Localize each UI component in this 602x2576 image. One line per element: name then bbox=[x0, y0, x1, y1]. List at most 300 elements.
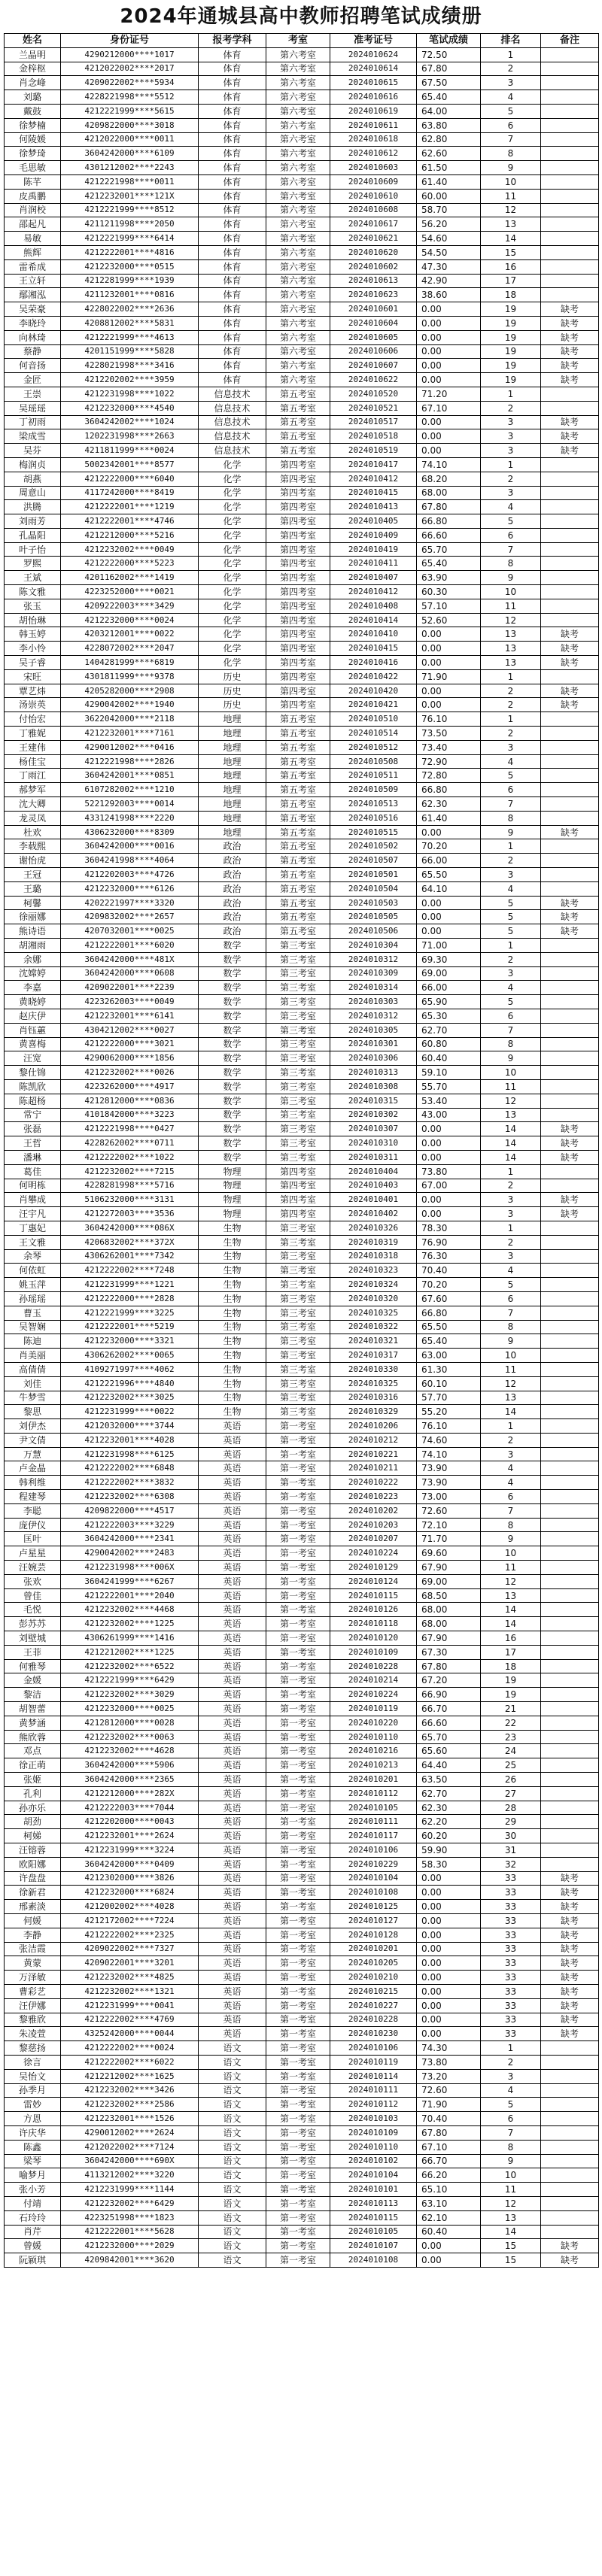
cell-exam-room: 第五考室 bbox=[266, 783, 330, 797]
table-row bbox=[5, 669, 599, 684]
cell-name: 牛梦雪 bbox=[5, 1391, 61, 1405]
cell-written-score: 71.00 bbox=[417, 939, 481, 953]
cell-subject: 化学 bbox=[199, 627, 266, 642]
cell-written-score: 67.80 bbox=[417, 62, 481, 76]
cell-name: 徐正萌 bbox=[5, 1758, 61, 1773]
cell-name: 汪伊娜 bbox=[5, 1998, 61, 2013]
cell-rank: 13 bbox=[481, 627, 541, 642]
cell-rank: 12 bbox=[481, 2196, 541, 2210]
cell-exam-room: 第一考室 bbox=[266, 1702, 330, 1716]
cell-remarks bbox=[541, 1278, 599, 1292]
cell-ticket-number: 2024010613 bbox=[330, 274, 417, 288]
cell-exam-room: 第三考室 bbox=[266, 1306, 330, 1320]
cell-ticket-number: 2024010514 bbox=[330, 727, 417, 741]
cell-ticket-number: 2024010115 bbox=[330, 1588, 417, 1603]
cell-exam-room: 第三考室 bbox=[266, 1079, 330, 1094]
cell-name: 王哲 bbox=[5, 1136, 61, 1151]
cell-exam-room: 第一考室 bbox=[266, 2055, 330, 2069]
table-row bbox=[5, 1221, 599, 1235]
cell-written-score: 42.90 bbox=[417, 274, 481, 288]
cell-name: 肖润校 bbox=[5, 203, 61, 217]
cell-name: 李晓玲 bbox=[5, 316, 61, 330]
cell-rank: 7 bbox=[481, 2125, 541, 2140]
cell-rank: 5 bbox=[481, 769, 541, 783]
cell-written-score: 62.30 bbox=[417, 1801, 481, 1815]
cell-id-number: 3604242000****690X bbox=[61, 2154, 199, 2168]
cell-name: 张小芳 bbox=[5, 2183, 61, 2197]
table-row bbox=[5, 1320, 599, 1334]
table-row bbox=[5, 203, 599, 217]
cell-remarks: 缺考 bbox=[541, 2239, 599, 2253]
table-row bbox=[5, 1405, 599, 1419]
cell-ticket-number: 2024010610 bbox=[330, 189, 417, 203]
cell-written-score: 73.00 bbox=[417, 1490, 481, 1504]
cell-subject: 体育 bbox=[199, 76, 266, 90]
cell-name: 邵起凡 bbox=[5, 217, 61, 232]
cell-name: 鄢湘泓 bbox=[5, 288, 61, 302]
cell-ticket-number: 2024010224 bbox=[330, 1688, 417, 1702]
cell-subject: 生物 bbox=[199, 1362, 266, 1376]
cell-id-number: 4212232000****0025 bbox=[61, 1702, 199, 1716]
cell-id-number: 4209022002****5934 bbox=[61, 76, 199, 90]
cell-exam-room: 第三考室 bbox=[266, 1391, 330, 1405]
cell-exam-room: 第一考室 bbox=[266, 1574, 330, 1588]
cell-ticket-number: 2024010213 bbox=[330, 1758, 417, 1773]
cell-remarks bbox=[541, 1009, 599, 1023]
cell-exam-room: 第一考室 bbox=[266, 1758, 330, 1773]
cell-ticket-number: 2024010515 bbox=[330, 825, 417, 839]
cell-id-number: 4212221999****4613 bbox=[61, 330, 199, 344]
cell-remarks bbox=[541, 1349, 599, 1363]
cell-exam-room: 第六考室 bbox=[266, 373, 330, 387]
cell-remarks: 缺考 bbox=[541, 415, 599, 429]
cell-id-number: 4212232000****6824 bbox=[61, 1886, 199, 1900]
cell-exam-room: 第一考室 bbox=[266, 1843, 330, 1858]
cell-rank: 3 bbox=[481, 444, 541, 458]
cell-subject: 数学 bbox=[199, 1094, 266, 1108]
cell-rank: 28 bbox=[481, 1801, 541, 1815]
cell-subject: 生物 bbox=[199, 1405, 266, 1419]
cell-written-score: 0.00 bbox=[417, 344, 481, 359]
cell-ticket-number: 2024010412 bbox=[330, 585, 417, 599]
cell-written-score: 67.10 bbox=[417, 2140, 481, 2154]
table-row bbox=[5, 754, 599, 769]
cell-ticket-number: 2024010509 bbox=[330, 783, 417, 797]
cell-exam-room: 第一考室 bbox=[266, 2027, 330, 2041]
cell-written-score: 73.80 bbox=[417, 1164, 481, 1179]
cell-name: 金梓枢 bbox=[5, 62, 61, 76]
cell-remarks bbox=[541, 1051, 599, 1066]
cell-id-number: 4212231998****006X bbox=[61, 1561, 199, 1575]
table-row bbox=[5, 769, 599, 783]
cell-ticket-number: 2024010330 bbox=[330, 1362, 417, 1376]
cell-remarks: 缺考 bbox=[541, 1956, 599, 1971]
cell-id-number: 4212202003****4726 bbox=[61, 868, 199, 882]
cell-exam-room: 第一考室 bbox=[266, 1956, 330, 1971]
cell-id-number: 4228221998****5512 bbox=[61, 90, 199, 105]
table-row bbox=[5, 2027, 599, 2041]
cell-name: 徐梦琦 bbox=[5, 147, 61, 161]
cell-name: 喻梦月 bbox=[5, 2168, 61, 2183]
cell-written-score: 53.40 bbox=[417, 1094, 481, 1108]
cell-written-score: 66.70 bbox=[417, 2154, 481, 2168]
cell-name: 孙季月 bbox=[5, 2083, 61, 2098]
cell-ticket-number: 2024010320 bbox=[330, 1291, 417, 1306]
table-row bbox=[5, 1235, 599, 1249]
cell-rank: 18 bbox=[481, 1659, 541, 1673]
table-row bbox=[5, 1009, 599, 1023]
cell-written-score: 63.00 bbox=[417, 1349, 481, 1363]
cell-name: 石玲玲 bbox=[5, 2210, 61, 2225]
cell-rank: 12 bbox=[481, 1094, 541, 1108]
cell-ticket-number: 2024010105 bbox=[330, 1801, 417, 1815]
cell-subject: 政治 bbox=[199, 839, 266, 854]
cell-rank: 4 bbox=[481, 754, 541, 769]
cell-written-score: 68.50 bbox=[417, 1588, 481, 1603]
cell-ticket-number: 2024010404 bbox=[330, 1164, 417, 1179]
cell-exam-room: 第一考室 bbox=[266, 1561, 330, 1575]
cell-name: 胡燕 bbox=[5, 472, 61, 486]
cell-exam-room: 第六考室 bbox=[266, 259, 330, 274]
cell-written-score: 0.00 bbox=[417, 1207, 481, 1221]
cell-name: 胡劲 bbox=[5, 1815, 61, 1829]
cell-subject: 数学 bbox=[199, 1051, 266, 1066]
cell-id-number: 4212222000****6040 bbox=[61, 472, 199, 486]
cell-subject: 英语 bbox=[199, 1490, 266, 1504]
cell-written-score: 68.20 bbox=[417, 472, 481, 486]
cell-remarks bbox=[541, 1376, 599, 1391]
cell-name: 何依虹 bbox=[5, 1264, 61, 1278]
cell-remarks bbox=[541, 599, 599, 613]
cell-remarks bbox=[541, 2098, 599, 2112]
cell-ticket-number: 2024010407 bbox=[330, 571, 417, 585]
cell-rank: 3 bbox=[481, 1207, 541, 1221]
cell-id-number: 4212222002****2325 bbox=[61, 1928, 199, 1942]
cell-name: 王璐 bbox=[5, 881, 61, 896]
cell-name: 肖念峰 bbox=[5, 76, 61, 90]
cell-id-number: 4212232002****1321 bbox=[61, 1984, 199, 1998]
cell-remarks bbox=[541, 2154, 599, 2168]
cell-ticket-number: 2024010110 bbox=[330, 2140, 417, 2154]
table-row bbox=[5, 684, 599, 698]
cell-exam-room: 第一考室 bbox=[266, 2253, 330, 2268]
cell-subject: 英语 bbox=[199, 1588, 266, 1603]
cell-remarks bbox=[541, 1334, 599, 1349]
cell-written-score: 71.90 bbox=[417, 2098, 481, 2112]
cell-subject: 地理 bbox=[199, 769, 266, 783]
cell-id-number: 4212221998****0427 bbox=[61, 1122, 199, 1136]
cell-written-score: 62.70 bbox=[417, 1023, 481, 1037]
cell-name: 熊诗语 bbox=[5, 924, 61, 939]
cell-exam-room: 第一考室 bbox=[266, 1546, 330, 1561]
table-row bbox=[5, 1150, 599, 1164]
table-row bbox=[5, 457, 599, 472]
cell-name: 王斌 bbox=[5, 571, 61, 585]
cell-rank: 19 bbox=[481, 302, 541, 317]
cell-id-number: 4211232001****0816 bbox=[61, 288, 199, 302]
cell-ticket-number: 2024010305 bbox=[330, 1023, 417, 1037]
cell-remarks bbox=[541, 528, 599, 542]
cell-rank: 7 bbox=[481, 132, 541, 147]
cell-name: 尹文倩 bbox=[5, 1433, 61, 1447]
cell-exam-room: 第一考室 bbox=[266, 2225, 330, 2239]
cell-exam-room: 第四考室 bbox=[266, 486, 330, 500]
cell-ticket-number: 2024010108 bbox=[330, 2253, 417, 2268]
cell-written-score: 61.40 bbox=[417, 174, 481, 189]
cell-name: 何媛 bbox=[5, 1913, 61, 1928]
cell-name: 韩利维 bbox=[5, 1476, 61, 1490]
cell-id-number: 4212221996****4840 bbox=[61, 1376, 199, 1391]
cell-written-score: 60.30 bbox=[417, 585, 481, 599]
cell-subject: 语文 bbox=[199, 2196, 266, 2210]
cell-id-number: 4212812000****0028 bbox=[61, 1716, 199, 1730]
cell-id-number: 4212221999****8512 bbox=[61, 203, 199, 217]
cell-id-number: 4212222002****6022 bbox=[61, 2055, 199, 2069]
cell-subject: 英语 bbox=[199, 1702, 266, 1716]
cell-rank: 5 bbox=[481, 514, 541, 529]
cell-subject: 化学 bbox=[199, 514, 266, 529]
cell-remarks bbox=[541, 1617, 599, 1631]
cell-written-score: 73.80 bbox=[417, 2055, 481, 2069]
cell-written-score: 0.00 bbox=[417, 2239, 481, 2253]
cell-ticket-number: 2024010222 bbox=[330, 1476, 417, 1490]
cell-written-score: 62.60 bbox=[417, 147, 481, 161]
table-row bbox=[5, 472, 599, 486]
table-row bbox=[5, 1094, 599, 1108]
cell-exam-room: 第五考室 bbox=[266, 401, 330, 415]
cell-exam-room: 第四考室 bbox=[266, 1164, 330, 1179]
cell-id-number: 4223251998****1823 bbox=[61, 2210, 199, 2225]
cell-name: 杨佳宝 bbox=[5, 754, 61, 769]
cell-written-score: 72.50 bbox=[417, 47, 481, 62]
cell-exam-room: 第三考室 bbox=[266, 1023, 330, 1037]
cell-id-number: 4212222001****1219 bbox=[61, 500, 199, 514]
cell-exam-room: 第一考室 bbox=[266, 2083, 330, 2098]
cell-ticket-number: 2024010103 bbox=[330, 2112, 417, 2126]
cell-subject: 体育 bbox=[199, 118, 266, 132]
cell-subject: 英语 bbox=[199, 1532, 266, 1546]
cell-subject: 英语 bbox=[199, 1447, 266, 1461]
cell-subject: 英语 bbox=[199, 1829, 266, 1843]
cell-remarks bbox=[541, 1476, 599, 1490]
cell-ticket-number: 2024010621 bbox=[330, 232, 417, 246]
cell-subject: 体育 bbox=[199, 217, 266, 232]
cell-id-number: 4212232000****2029 bbox=[61, 2239, 199, 2253]
cell-exam-room: 第一考室 bbox=[266, 1716, 330, 1730]
cell-ticket-number: 2024010125 bbox=[330, 1900, 417, 1914]
cell-ticket-number: 2024010505 bbox=[330, 910, 417, 924]
cell-name: 沈大卿 bbox=[5, 797, 61, 812]
cell-ticket-number: 2024010512 bbox=[330, 740, 417, 754]
cell-rank: 2 bbox=[481, 952, 541, 966]
cell-written-score: 59.10 bbox=[417, 1066, 481, 1080]
cell-exam-room: 第三考室 bbox=[266, 1094, 330, 1108]
cell-remarks bbox=[541, 1688, 599, 1702]
cell-name: 张姬 bbox=[5, 1773, 61, 1787]
cell-written-score: 66.90 bbox=[417, 1688, 481, 1702]
cell-id-number: 4212231999****0041 bbox=[61, 1998, 199, 2013]
cell-name: 叶子怡 bbox=[5, 542, 61, 557]
cell-name: 许庆华 bbox=[5, 2125, 61, 2140]
cell-name: 宋旺 bbox=[5, 669, 61, 684]
cell-exam-room: 第一考室 bbox=[266, 1503, 330, 1518]
cell-id-number: 4212032000****3744 bbox=[61, 1419, 199, 1434]
cell-written-score: 69.30 bbox=[417, 952, 481, 966]
cell-written-score: 0.00 bbox=[417, 359, 481, 373]
cell-remarks bbox=[541, 2225, 599, 2239]
cell-name: 曾媛 bbox=[5, 2239, 61, 2253]
cell-exam-room: 第四考室 bbox=[266, 571, 330, 585]
cell-name: 常宁 bbox=[5, 1108, 61, 1122]
cell-id-number: 4212022002****7124 bbox=[61, 2140, 199, 2154]
cell-id-number: 4212232002****0026 bbox=[61, 1066, 199, 1080]
cell-subject: 地理 bbox=[199, 727, 266, 741]
cell-remarks bbox=[541, 457, 599, 472]
cell-rank: 33 bbox=[481, 2027, 541, 2041]
cell-name: 刘璐 bbox=[5, 90, 61, 105]
cell-id-number: 4212221999****5615 bbox=[61, 104, 199, 118]
cell-id-number: 4113212002****3220 bbox=[61, 2168, 199, 2183]
cell-written-score: 0.00 bbox=[417, 1971, 481, 1985]
cell-ticket-number: 2024010316 bbox=[330, 1391, 417, 1405]
cell-name: 李小怜 bbox=[5, 642, 61, 656]
cell-exam-room: 第五考室 bbox=[266, 429, 330, 444]
cell-subject: 数学 bbox=[199, 952, 266, 966]
cell-remarks bbox=[541, 1264, 599, 1278]
cell-ticket-number: 2024010318 bbox=[330, 1249, 417, 1264]
cell-exam-room: 第一考室 bbox=[266, 1631, 330, 1646]
table-row bbox=[5, 62, 599, 76]
cell-remarks bbox=[541, 1518, 599, 1532]
cell-exam-room: 第一考室 bbox=[266, 2112, 330, 2126]
cell-exam-room: 第一考室 bbox=[266, 1433, 330, 1447]
cell-exam-room: 第三考室 bbox=[266, 1405, 330, 1419]
cell-ticket-number: 2024010606 bbox=[330, 344, 417, 359]
cell-rank: 1 bbox=[481, 1164, 541, 1179]
cell-id-number: 4306262002****0065 bbox=[61, 1349, 199, 1363]
table-row bbox=[5, 1815, 599, 1829]
cell-subject: 英语 bbox=[199, 1688, 266, 1702]
cell-written-score: 68.00 bbox=[417, 1603, 481, 1617]
cell-exam-room: 第六考室 bbox=[266, 161, 330, 175]
cell-ticket-number: 2024010229 bbox=[330, 1857, 417, 1871]
cell-name: 谢怡虎 bbox=[5, 854, 61, 868]
cell-remarks bbox=[541, 132, 599, 147]
cell-remarks bbox=[541, 1603, 599, 1617]
cell-name: 陈鑫 bbox=[5, 2140, 61, 2154]
cell-remarks: 缺考 bbox=[541, 896, 599, 910]
cell-name: 雷希成 bbox=[5, 259, 61, 274]
cell-exam-room: 第六考室 bbox=[266, 147, 330, 161]
cell-rank: 3 bbox=[481, 2069, 541, 2083]
cell-exam-room: 第五考室 bbox=[266, 769, 330, 783]
cell-ticket-number: 2024010414 bbox=[330, 613, 417, 627]
cell-subject: 语文 bbox=[199, 2168, 266, 2183]
cell-subject: 生物 bbox=[199, 1249, 266, 1264]
cell-id-number: 4212022000****0011 bbox=[61, 132, 199, 147]
cell-written-score: 66.20 bbox=[417, 2168, 481, 2183]
cell-rank: 19 bbox=[481, 359, 541, 373]
cell-subject: 语文 bbox=[199, 2055, 266, 2069]
cell-name: 吴荣豪 bbox=[5, 302, 61, 317]
cell-ticket-number: 2024010109 bbox=[330, 1645, 417, 1659]
cell-remarks bbox=[541, 274, 599, 288]
cell-ticket-number: 2024010119 bbox=[330, 2055, 417, 2069]
cell-exam-room: 第一考室 bbox=[266, 1900, 330, 1914]
cell-name: 刘壁城 bbox=[5, 1631, 61, 1646]
table-row bbox=[5, 1264, 599, 1278]
cell-rank: 9 bbox=[481, 2154, 541, 2168]
cell-exam-room: 第五考室 bbox=[266, 881, 330, 896]
table-row bbox=[5, 1857, 599, 1871]
cell-ticket-number: 2024010422 bbox=[330, 669, 417, 684]
cell-ticket-number: 2024010419 bbox=[330, 542, 417, 557]
header-remarks: 备注 bbox=[541, 34, 599, 48]
cell-id-number: 6107282002****1210 bbox=[61, 783, 199, 797]
cell-name: 高倩倩 bbox=[5, 1362, 61, 1376]
cell-name: 陈凯欣 bbox=[5, 1079, 61, 1094]
cell-id-number: 4212231999****0022 bbox=[61, 1405, 199, 1419]
cell-rank: 33 bbox=[481, 1971, 541, 1985]
cell-id-number: 4228021998****3416 bbox=[61, 359, 199, 373]
cell-id-number: 4212222003****7044 bbox=[61, 1801, 199, 1815]
cell-rank: 19 bbox=[481, 1688, 541, 1702]
cell-written-score: 73.90 bbox=[417, 1476, 481, 1490]
cell-ticket-number: 2024010120 bbox=[330, 1631, 417, 1646]
cell-id-number: 4211811999****0024 bbox=[61, 444, 199, 458]
cell-ticket-number: 2024010304 bbox=[330, 939, 417, 953]
table-row bbox=[5, 1291, 599, 1306]
cell-ticket-number: 2024010228 bbox=[330, 2013, 417, 2027]
table-row bbox=[5, 2083, 599, 2098]
table-row bbox=[5, 217, 599, 232]
cell-rank: 11 bbox=[481, 1079, 541, 1094]
cell-name: 王文雅 bbox=[5, 1235, 61, 1249]
cell-name: 肖芹 bbox=[5, 2225, 61, 2239]
cell-written-score: 0.00 bbox=[417, 429, 481, 444]
cell-id-number: 4290062000****1856 bbox=[61, 1051, 199, 1066]
cell-exam-room: 第五考室 bbox=[266, 924, 330, 939]
cell-subject: 英语 bbox=[199, 1546, 266, 1561]
cell-name: 丁惠妃 bbox=[5, 1221, 61, 1235]
cell-rank: 8 bbox=[481, 1037, 541, 1051]
cell-exam-room: 第六考室 bbox=[266, 316, 330, 330]
cell-remarks bbox=[541, 232, 599, 246]
cell-exam-room: 第五考室 bbox=[266, 444, 330, 458]
cell-subject: 体育 bbox=[199, 316, 266, 330]
cell-remarks: 缺考 bbox=[541, 1207, 599, 1221]
cell-subject: 英语 bbox=[199, 1998, 266, 2013]
cell-rank: 13 bbox=[481, 1588, 541, 1603]
cell-name: 柯娣 bbox=[5, 1829, 61, 1843]
cell-id-number: 4212232002****0049 bbox=[61, 542, 199, 557]
cell-remarks bbox=[541, 90, 599, 105]
cell-remarks bbox=[541, 2168, 599, 2183]
table-row bbox=[5, 868, 599, 882]
cell-exam-room: 第六考室 bbox=[266, 288, 330, 302]
cell-exam-room: 第三考室 bbox=[266, 1249, 330, 1264]
cell-written-score: 67.20 bbox=[417, 1673, 481, 1688]
cell-written-score: 65.40 bbox=[417, 1334, 481, 1349]
cell-remarks bbox=[541, 1716, 599, 1730]
table-row bbox=[5, 1546, 599, 1561]
cell-remarks bbox=[541, 118, 599, 132]
cell-subject: 信息技术 bbox=[199, 387, 266, 401]
cell-id-number: 4212232000****0515 bbox=[61, 259, 199, 274]
cell-remarks bbox=[541, 952, 599, 966]
cell-name: 赵庆伊 bbox=[5, 1009, 61, 1023]
cell-rank: 26 bbox=[481, 1773, 541, 1787]
